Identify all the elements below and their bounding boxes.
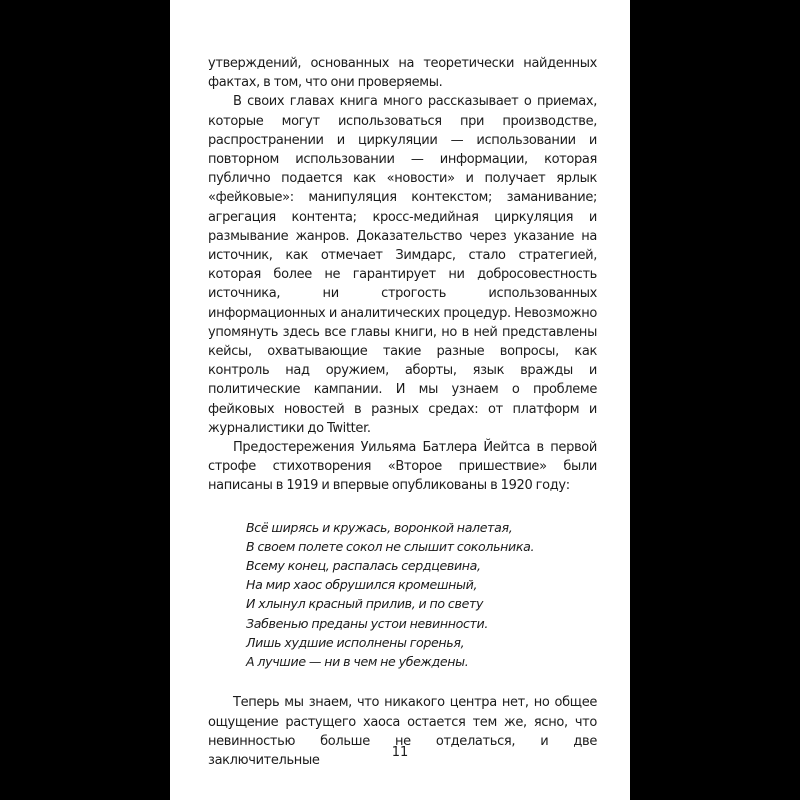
poem-line: Лишь худшие исполнены горенья, [246, 634, 465, 650]
poem-line: И хлынул красный прилив, и по свету [246, 596, 484, 612]
poem-line: На мир хаос обрушился кромешный, [246, 577, 478, 593]
book-page [170, 0, 630, 800]
paragraph-continued: утверждений, основанных на теоретически найденных фактах, в том, что они проверяемы. [208, 56, 597, 91]
poem-line: Забвенью преданы устои невинности. [246, 615, 488, 631]
paragraph-yeats-intro: Предостережения Уильяма Батлера Йейтса в первой строфе стихотворения «Второе пришествие» были написаны в 1919 и впервые опубликованы в 1920 году: [208, 440, 597, 494]
paragraph-techniques: В своих главах книга много рассказывает о приемах, которые могут использоваться при производстве, распространении и циркуляции — использовании и повторном использовании — информации, которая публично подается как «новости» и получает ярлык «фейковые»: манипуляция контекстом; заманивание; агрегация контента; кросс-медийная циркуляция и размывание жанров. Доказательство через указание на источник, как отмечает Зимдарс, стало стратегией, которая более не гарантирует ни добросовестность источника, ни строгость использованных информационных и аналитических процедур. Невозможно упомянуть здесь все главы книги, но в ней представлены кейсы, охватывающие такие разные вопросы, как контроль над оружием, аборты, язык вражды и политические кампании. И мы узнаем о проблеме фейковых новостей в разных средах: от платформ и журналистики до Twitter. [208, 94, 597, 436]
paragraph-conclusion: Теперь мы знаем, что никакого центра нет, но общее ощущение растущего хаоса остается тем же, ясно, что невинностью больше не отделаться, и две заключительные [208, 695, 597, 768]
poem-stanza [208, 518, 597, 672]
page-number: 11 [391, 745, 409, 760]
poem-line: Всё ширясь и кружась, воронкой налетая, [246, 519, 513, 535]
poem-line: А лучшие — ни в чем не убеждены. [246, 654, 469, 670]
page-body [208, 54, 597, 770]
poem-line: В своем полете сокол не слышит сокольника. [246, 538, 535, 554]
poem-line: Всему конец, распалась сердцевина, [246, 558, 481, 574]
